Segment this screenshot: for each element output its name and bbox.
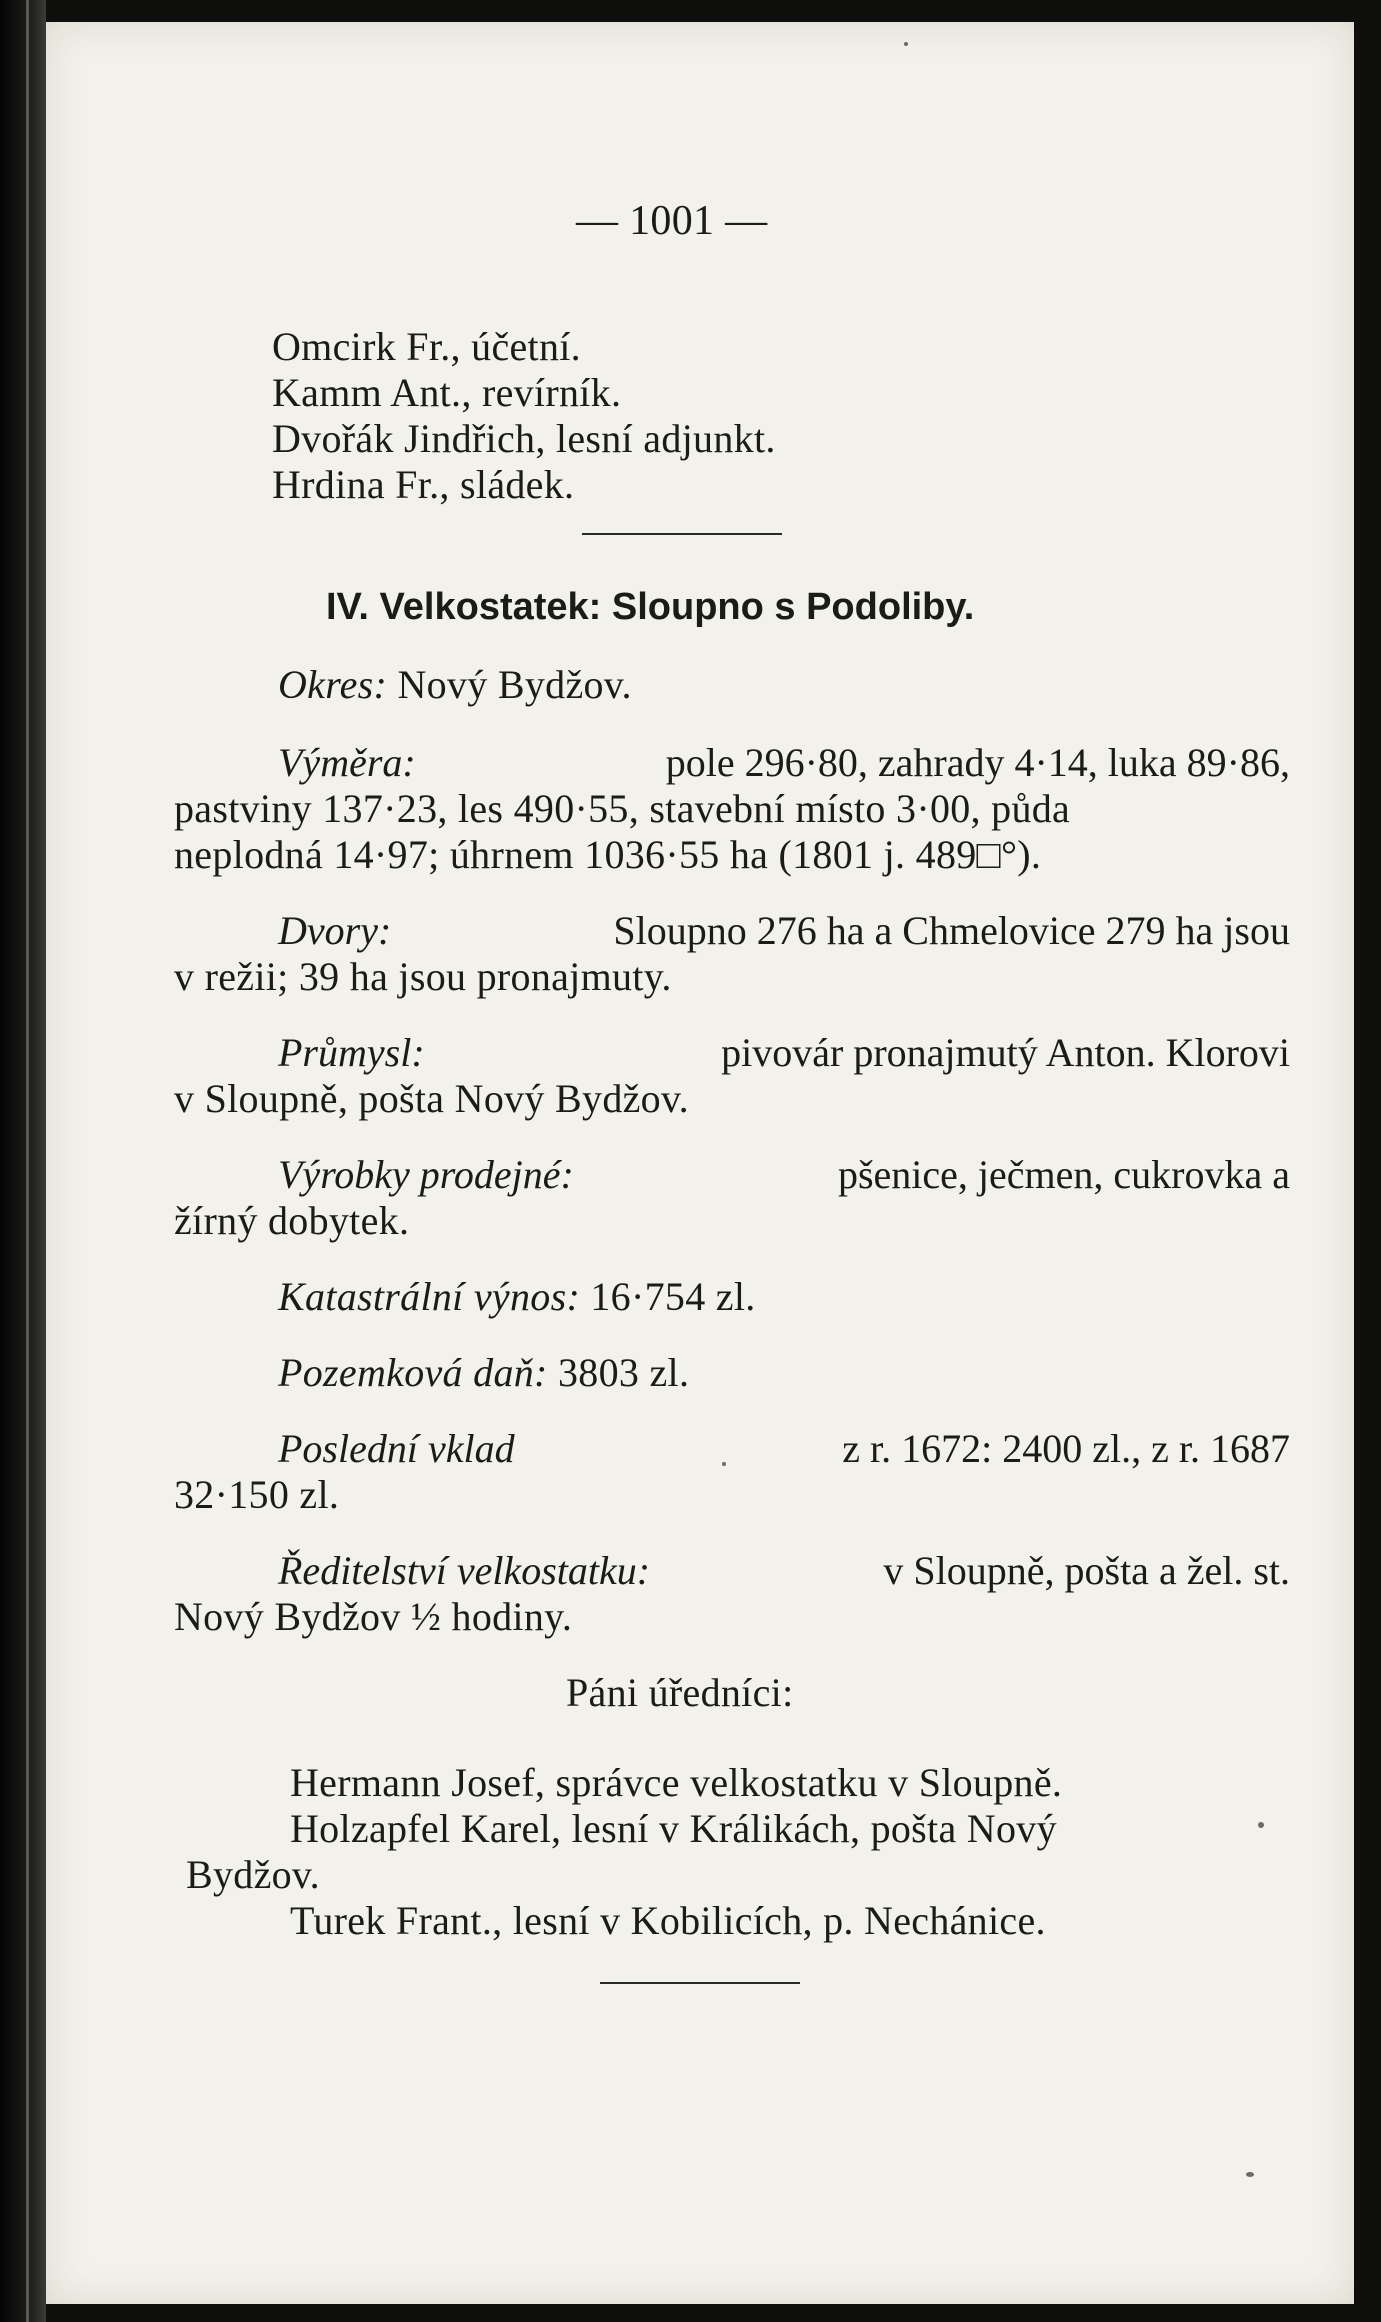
katastr-label: Katastrální výnos: xyxy=(278,1274,581,1319)
okres-line xyxy=(278,662,632,708)
dvory-label: Dvory: xyxy=(278,908,392,953)
official-line-3: Bydžov. xyxy=(186,1852,320,1897)
katastr-line xyxy=(278,1274,756,1320)
dan-value: 3803 zl. xyxy=(557,1350,690,1395)
reditelstvi-line-1-text: v Sloupně, pošta a žel. st. xyxy=(883,1548,1290,1593)
vyrobky-line-1-text: pšenice, ječmen, cukrovka a xyxy=(837,1152,1290,1197)
vymera-line-1 xyxy=(278,740,1290,786)
book-spine xyxy=(0,0,46,2322)
reditelstvi-line-2: Nový Bydžov ½ hodiny. xyxy=(174,1594,573,1639)
vymera-label: Výměra: xyxy=(278,740,416,785)
staff-line-3: Dvořák Jindřich, lesní adjunkt. xyxy=(272,416,776,461)
official-line-2: Holzapfel Karel, lesní v Králikách, pošta Nový xyxy=(290,1806,1057,1851)
dvory-line-2: v režii; 39 ha jsou pronajmuty. xyxy=(174,954,672,999)
page-content xyxy=(46,22,1354,2304)
vyrobky-line-2: žírný dobytek. xyxy=(174,1198,410,1243)
vklad-line-1-text: z r. 1672: 2400 zl., z r. 1687 xyxy=(842,1426,1290,1471)
reditelstvi-label: Ředitelství velkostatku: xyxy=(278,1548,651,1593)
dvory-line-1-text: Sloupno 276 ha a Chmelovice 279 ha jsou xyxy=(613,908,1290,953)
prumysl-line-2: v Sloupně, pošta Nový Bydžov. xyxy=(174,1076,689,1121)
vymera-line-3: neplodná 14·97; úhrnem 1036·55 ha (1801 j. 489□°). xyxy=(174,832,1042,877)
okres-value: Nový Bydžov. xyxy=(397,662,632,707)
vyrobky-line-1 xyxy=(278,1152,1290,1198)
vklad-line-2: 32·150 zl. xyxy=(174,1472,340,1517)
vklad-line-1 xyxy=(278,1426,1290,1472)
dan-label: Pozemková daň: xyxy=(278,1350,548,1395)
official-line-4: Turek Frant., lesní v Kobilicích, p. Nechánice. xyxy=(290,1898,1046,1943)
vklad-label: Poslední vklad xyxy=(278,1426,515,1471)
vyrobky-label: Výrobky prodejné: xyxy=(278,1152,574,1197)
staff-line-1: Omcirk Fr., účetní. xyxy=(272,324,581,369)
dvory-line-1 xyxy=(278,908,1290,954)
paper-speck xyxy=(904,42,908,46)
prumysl-label: Průmysl: xyxy=(278,1030,425,1075)
prumysl-line-1-text: pivovár pronajmutý Anton. Klorovi xyxy=(721,1030,1290,1075)
section-divider-bottom xyxy=(600,1982,800,1984)
document-page xyxy=(46,22,1354,2304)
dan-line xyxy=(278,1350,689,1396)
prumysl-line-1 xyxy=(278,1030,1290,1076)
paper-speck xyxy=(1258,1822,1264,1828)
paper-speck xyxy=(1246,2172,1254,2177)
vymera-line-1-text: pole 296·80, zahrady 4·14, luka 89·86, xyxy=(665,740,1290,785)
section-divider-top xyxy=(582,533,782,535)
page-number: — 1001 — xyxy=(576,198,768,244)
staff-line-2: Kamm Ant., revírník. xyxy=(272,370,622,415)
paper-speck xyxy=(722,1462,726,1466)
okres-label: Okres: xyxy=(278,662,388,707)
staff-line-4: Hrdina Fr., sládek. xyxy=(272,462,575,507)
reditelstvi-line-1 xyxy=(278,1548,1290,1594)
katastr-value: 16·754 zl. xyxy=(590,1274,756,1319)
official-line-1: Hermann Josef, správce velkostatku v Sloupně. xyxy=(290,1760,1063,1805)
officials-heading: Páni úředníci: xyxy=(566,1670,794,1715)
vymera-line-2: pastviny 137·23, les 490·55, stavební místo 3·00, půda xyxy=(174,786,1071,831)
spine-edge xyxy=(26,0,29,2322)
estate-heading: IV. Velkostatek: Sloupno s Podoliby. xyxy=(326,586,975,628)
